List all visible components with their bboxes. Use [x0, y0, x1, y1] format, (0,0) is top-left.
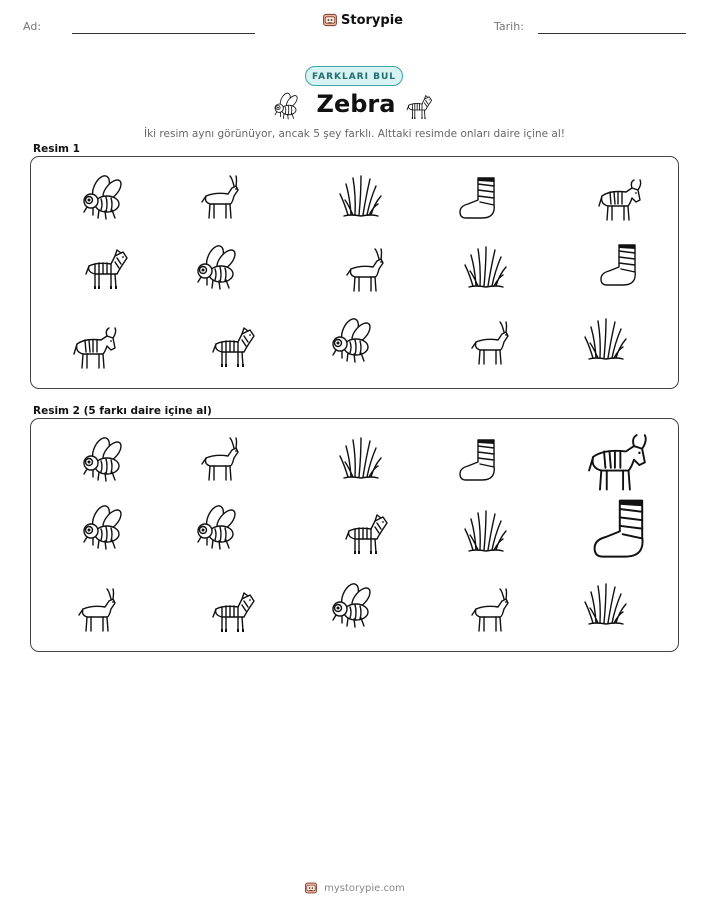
fly-icon [272, 92, 302, 122]
grass-icon [336, 174, 386, 224]
fly-icon [193, 244, 243, 294]
gazelle-icon [196, 436, 246, 486]
footer [0, 881, 709, 895]
zebra-icon [208, 322, 258, 372]
picture2-panel [30, 418, 679, 652]
wildebeest-icon [585, 427, 653, 495]
page-title: Zebra [316, 90, 396, 118]
picture1-label: Resim 1 [33, 143, 80, 155]
wildebeest-icon [71, 322, 121, 372]
fly-icon [79, 504, 129, 554]
sock-icon [456, 436, 506, 486]
name-label: Ad: [23, 20, 42, 33]
picture1-panel [30, 156, 679, 389]
picture2-label: Resim 2 (5 farkı daire içine al) [33, 405, 212, 417]
fly-icon [328, 582, 378, 632]
date-label: Tarih: [494, 20, 524, 33]
name-line[interactable] [72, 33, 255, 34]
fly-icon [193, 504, 243, 554]
gazelle-icon [466, 587, 516, 637]
brand-logo [322, 12, 403, 28]
grass-icon [581, 317, 631, 367]
brand-name: Storypie [341, 12, 403, 28]
zebra-icon [208, 587, 258, 637]
storypie-logo-icon [322, 12, 338, 28]
fly-icon [328, 317, 378, 367]
grass-icon [461, 509, 511, 559]
grass-icon [461, 245, 511, 295]
gazelle-icon [341, 247, 391, 297]
gazelle-icon [196, 174, 246, 224]
storypie-logo-icon [304, 881, 318, 895]
sock-icon [456, 174, 506, 224]
fly-icon [79, 436, 129, 486]
zebra-icon [81, 244, 131, 294]
wildebeest-icon [596, 174, 646, 224]
grass-icon [581, 582, 631, 632]
sock-icon [597, 241, 647, 291]
zebra-icon [341, 509, 391, 559]
zebra-icon [404, 92, 434, 122]
gazelle-icon [73, 587, 123, 637]
fly-icon [79, 174, 129, 224]
sock-icon [589, 495, 659, 565]
instructions: İki resim aynı görünüyor, ancak 5 şey farklı. Alttaki resimde onları daire içine al! [144, 128, 565, 140]
grass-icon [336, 436, 386, 486]
footer-link[interactable]: mystorypie.com [324, 882, 405, 894]
activity-badge: FARKLARI BUL [305, 66, 403, 86]
date-line[interactable] [538, 33, 686, 34]
gazelle-icon [466, 320, 516, 370]
